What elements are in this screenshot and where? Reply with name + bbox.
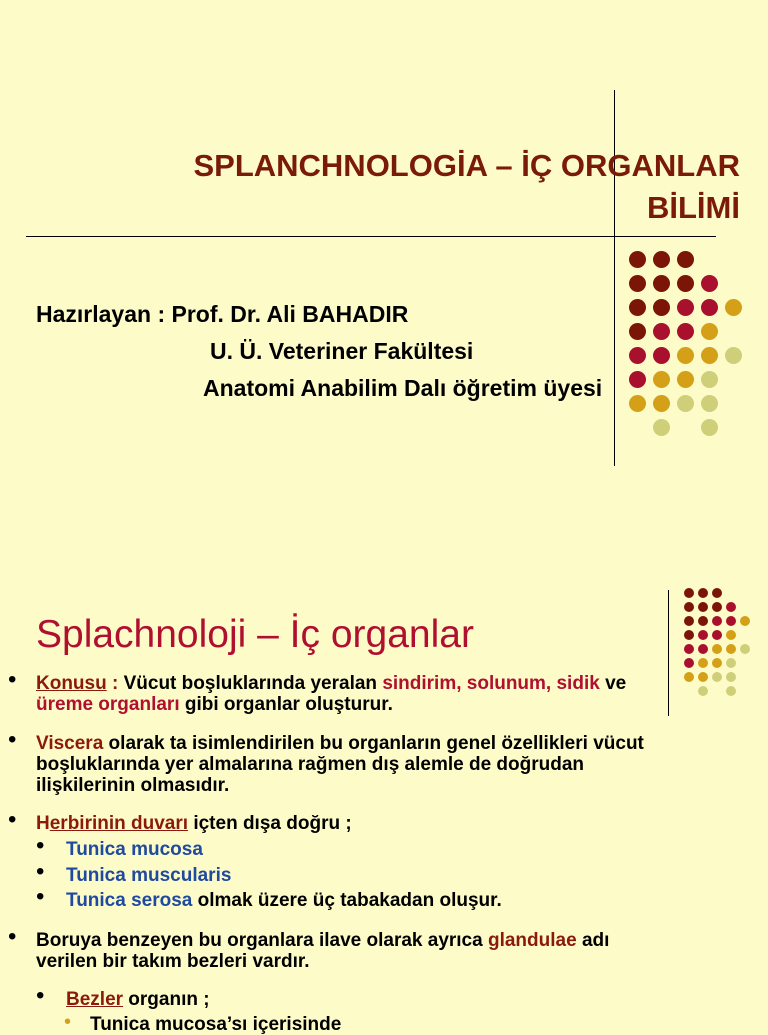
pattern-dot	[712, 602, 722, 612]
tunica-serosa-line	[66, 890, 502, 911]
viscera-highlight: Viscera	[36, 733, 104, 754]
slide1-title	[40, 145, 740, 229]
glandulae-text3: verilen bir takım bezleri vardır.	[36, 951, 310, 972]
pattern-dot	[653, 251, 670, 268]
bullet-dot: •	[8, 806, 17, 833]
bezler-rest: organın ;	[123, 989, 210, 1010]
slide2-title: Splachnoloji – İç organlar	[36, 613, 474, 656]
pattern-dot	[653, 323, 670, 340]
pattern-dot	[701, 275, 718, 292]
pattern-dot	[701, 419, 718, 436]
pattern-dot	[684, 644, 694, 654]
pattern-dot	[712, 616, 722, 626]
konusu-colon: :	[106, 673, 124, 694]
author-department: Anatomi Anabilim Dalı öğretim üyesi	[203, 375, 603, 401]
bullet-duvar	[36, 813, 352, 834]
bullet-glandulae	[36, 930, 756, 972]
pattern-dot	[701, 299, 718, 316]
pattern-dot	[653, 419, 670, 436]
pattern-dot	[698, 644, 708, 654]
bullet-dot: •	[8, 923, 17, 950]
pattern-dot	[701, 371, 718, 388]
bullet-dot: •	[8, 666, 17, 693]
bullet-konusu	[36, 673, 736, 715]
pattern-dot	[677, 347, 694, 364]
slide1-horizontal-rule	[26, 236, 716, 237]
pattern-dot	[629, 251, 646, 268]
tunica-serosa: Tunica serosa	[66, 890, 193, 911]
pattern-dot	[684, 616, 694, 626]
pattern-dot	[677, 251, 694, 268]
tunica-muscularis: Tunica muscularis	[66, 865, 232, 886]
pattern-dot	[726, 658, 736, 668]
pattern-dot	[698, 658, 708, 668]
konusu-text3: gibi organlar oluşturur.	[179, 694, 393, 715]
pattern-dot	[698, 616, 708, 626]
pattern-dot	[629, 371, 646, 388]
pattern-dot	[726, 644, 736, 654]
pattern-dot	[684, 588, 694, 598]
slide1-author-block	[36, 296, 602, 407]
pattern-dot	[629, 299, 646, 316]
pattern-dot	[726, 630, 736, 640]
viscera-text1: olarak ta isimlendirilen bu organların genel özellikleri vücut	[103, 733, 644, 754]
konusu-text1: Vücut boşluklarında yeralan	[123, 673, 383, 694]
bullet-viscera	[36, 733, 756, 796]
pattern-dot	[701, 395, 718, 412]
glandulae-highlight: glandulae	[487, 930, 577, 951]
pattern-dot	[677, 299, 694, 316]
glandulae-text2: adı	[576, 930, 610, 951]
konusu-text2: ve	[599, 673, 627, 694]
author-name: Hazırlayan : Prof. Dr. Ali BAHADIR	[36, 301, 409, 327]
sub-sub-bullet-dot: •	[64, 1011, 72, 1033]
bezler-line	[66, 989, 210, 1010]
slide1-title-line1: SPLANCHNOLOGİA – İÇ ORGANLAR	[193, 148, 740, 183]
pattern-dot	[677, 395, 694, 412]
pattern-dot	[726, 602, 736, 612]
pattern-dot	[725, 299, 742, 316]
pattern-dot	[629, 323, 646, 340]
pattern-dot	[698, 588, 708, 598]
pattern-dot	[712, 644, 722, 654]
pattern-dot	[629, 347, 646, 364]
pattern-dot	[712, 588, 722, 598]
pattern-dot	[701, 347, 718, 364]
pattern-dot	[629, 395, 646, 412]
pattern-dot	[725, 347, 742, 364]
pattern-dot	[677, 275, 694, 292]
pattern-dot	[726, 616, 736, 626]
pattern-dot	[740, 616, 750, 626]
konusu-highlight2: üreme organları	[36, 694, 180, 715]
sub-bullet-dot: •	[36, 858, 45, 885]
pattern-dot	[653, 275, 670, 292]
pattern-dot	[701, 323, 718, 340]
pattern-dot	[698, 602, 708, 612]
pattern-dot	[684, 630, 694, 640]
pattern-dot	[698, 630, 708, 640]
duvar-first-letter: H	[36, 813, 50, 834]
pattern-dot	[629, 275, 646, 292]
pattern-dot	[684, 658, 694, 668]
viscera-text3: ilişkilerinin olmasıdır.	[36, 775, 230, 796]
duvar-rest: içten dışa doğru ;	[188, 813, 352, 834]
duvar-link[interactable]: erbirinin duvarı	[49, 813, 189, 834]
viscera-text2: boşluklarında yer almalarına rağmen dış alemle de doğrudan	[36, 754, 585, 775]
pattern-dot	[653, 371, 670, 388]
tunica-serosa-rest: olmak üzere üç tabakadan oluşur.	[192, 890, 502, 911]
pattern-dot	[653, 395, 670, 412]
konusu-label: Konusu	[36, 673, 107, 694]
pattern-dot	[684, 602, 694, 612]
pattern-dot	[677, 323, 694, 340]
pattern-dot	[712, 630, 722, 640]
author-faculty: U. Ü. Veteriner Fakültesi	[210, 338, 474, 364]
sub-bullet-dot: •	[36, 883, 45, 910]
sub-bullet-dot: •	[36, 832, 45, 859]
konusu-highlight1: sindirim, solunum, sidik	[382, 673, 600, 694]
pattern-dot	[677, 371, 694, 388]
pattern-dot	[653, 299, 670, 316]
pattern-dot	[653, 347, 670, 364]
pattern-dot	[740, 644, 750, 654]
glandulae-text1: Boruya benzeyen bu organlara ilave olarak ayrıca	[36, 930, 488, 951]
slide1-title-line2: BİLİMİ	[647, 190, 740, 225]
bullet-dot: •	[8, 726, 17, 753]
sub-bullet-dot: •	[36, 982, 45, 1009]
tunica-mucosa: Tunica mucosa	[66, 839, 203, 860]
pattern-dot	[712, 658, 722, 668]
mucosa-icerisinde: Tunica mucosa’sı içerisinde	[90, 1014, 342, 1035]
bezler-link[interactable]: Bezler	[66, 989, 124, 1010]
